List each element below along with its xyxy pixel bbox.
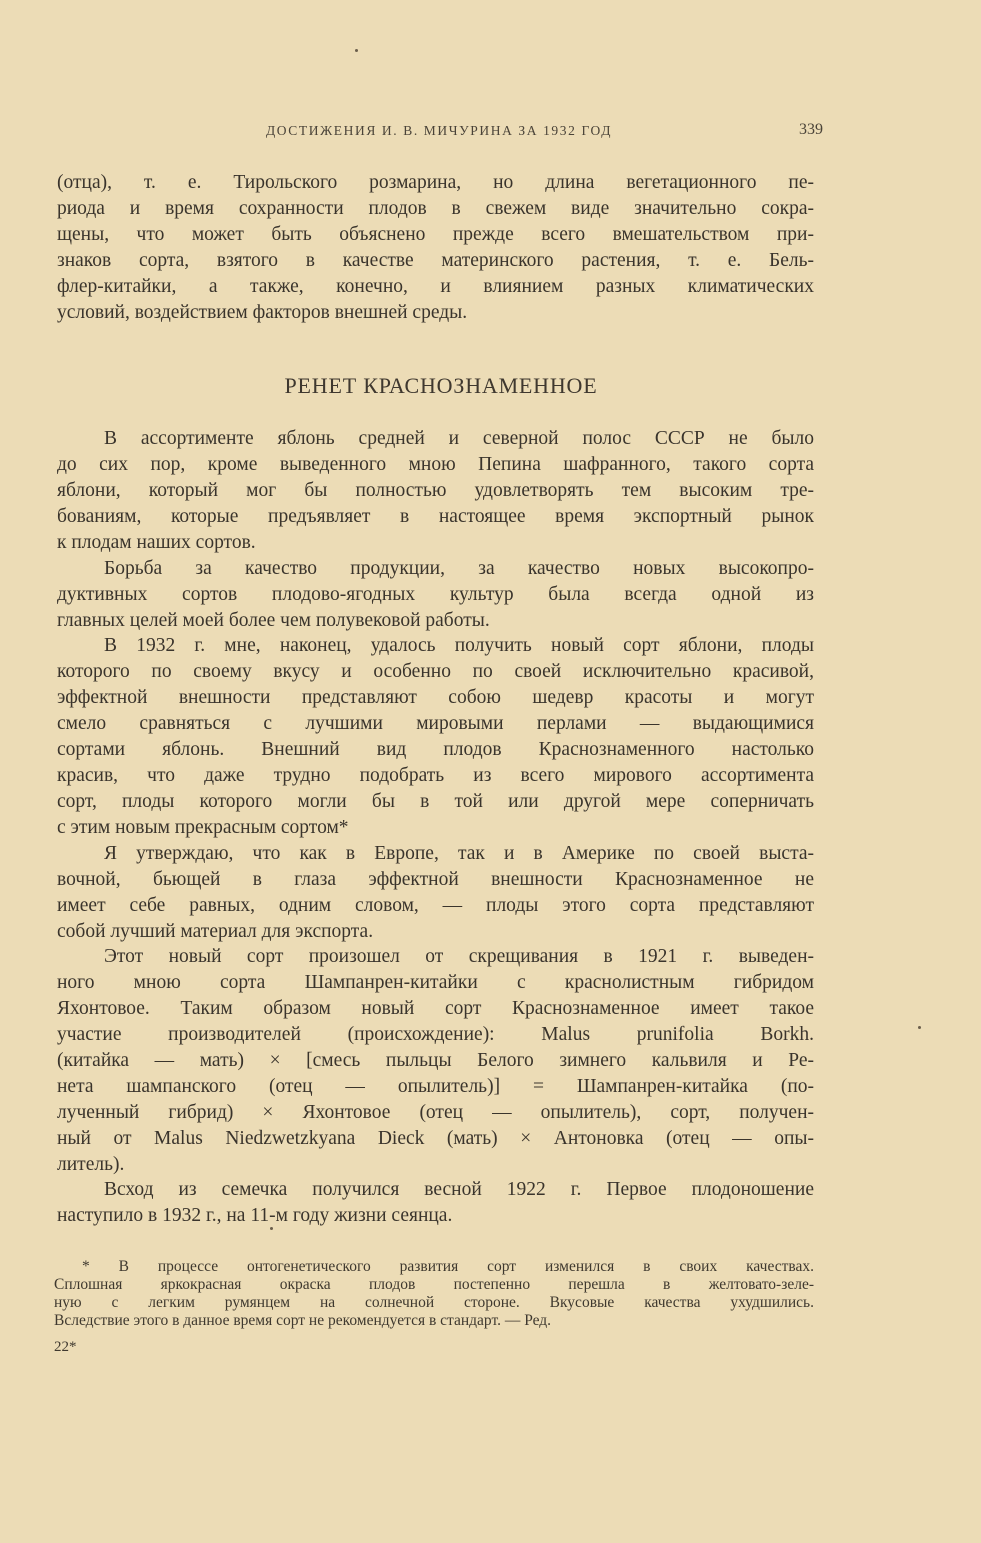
paragraph-line: лученный гибрид) × Яхонтовое (отец — опылитель), сорт, получен- <box>57 1102 814 1123</box>
print-speck <box>270 1227 273 1230</box>
intro-line: риода и время сохранности плодов в свежем виде значительно сокра- <box>57 198 814 219</box>
print-speck <box>918 1026 921 1029</box>
intro-line: условий, воздействием факторов внешней среды. <box>57 302 468 323</box>
paragraph-line: наступило в 1932 г., на 11-м году жизни сеянца. <box>57 1205 453 1226</box>
paragraph-line: В ассортименте яблонь средней и северной полос СССР не было <box>104 428 814 449</box>
paragraph-line: ного мною сорта Шампанрен-китайки с краснолистным гибридом <box>57 972 814 993</box>
paragraph-line: с этим новым прекрасным сортом* <box>57 817 349 838</box>
paragraph-line: В 1932 г. мне, наконец, удалось получить новый сорт яблони, плоды <box>104 635 814 656</box>
paragraph-line: смело сравняться с лучшими мировыми перлами — выдающимися <box>57 713 814 734</box>
paragraph-line: красив, что даже трудно подобрать из всего мирового ассортимента <box>57 765 814 786</box>
footnote-line: ную с легким румянцем на солнечной стороне. Вкусовые качества ухудшились. <box>54 1294 814 1311</box>
paragraph-line: Этот новый сорт произошел от скрещивания в 1921 г. выведен- <box>104 946 814 967</box>
page-number: 339 <box>799 121 823 138</box>
paragraph-line: вочной, бьющей в глаза эффектной внешности Краснознаменное не <box>57 869 814 890</box>
paragraph-line: Яхонтовое. Таким образом новый сорт Краснознаменное имеет такое <box>57 998 814 1019</box>
paragraph-line: Всход из семечка получился весной 1922 г. Первое плодоношение <box>104 1179 814 1200</box>
paragraph-line: бованиям, которые предъявляет в настоящее время экспортный рынок <box>57 506 814 527</box>
paragraph-line: сорт, плоды которого могли бы в той или другой мере соперничать <box>57 791 814 812</box>
intro-line: знаков сорта, взятого в качестве материнского растения, т. е. Бель- <box>57 250 814 271</box>
paragraph-line: нета шампанского (отец — опылитель)] = Шампанрен-китайка (по- <box>57 1076 814 1097</box>
paragraph-line: имеет себе равных, одним словом, — плоды этого сорта представляют <box>57 895 814 916</box>
signature-mark: 22* <box>54 1339 77 1355</box>
intro-line: щены, что может быть объяснено прежде всего вмешательством при- <box>57 224 814 245</box>
paragraph-line: Борьба за качество продукции, за качество новых высокопро- <box>104 558 814 579</box>
running-title: ДОСТИЖЕНИЯ И. В. МИЧУРИНА ЗА 1932 ГОД <box>265 123 613 138</box>
paragraph-line: к плодам наших сортов. <box>57 532 256 553</box>
footnote-line: * В процессе онтогенетического развития сорт изменился в своих качествах. <box>82 1258 814 1275</box>
paragraph-line: которого по своему вкусу и особенно по своей исключительно красивой, <box>57 661 814 682</box>
running-head <box>55 123 823 145</box>
paragraph-line: яблони, который мог бы полностью удовлетворять тем высоким тре- <box>57 480 814 501</box>
paragraph-line: главных целей моей более чем полувековой работы. <box>57 610 490 631</box>
paragraph-line: сортами яблонь. Внешний вид плодов Краснознаменного настолько <box>57 739 814 760</box>
print-speck <box>355 49 358 52</box>
paragraph-line: до сих пор, кроме выведенного мною Пепина шафранного, такого сорта <box>57 454 814 475</box>
intro-line: (отца), т. е. Тирольского розмарина, но длина вегетационного пе- <box>57 172 814 193</box>
paragraph-line: Я утверждаю, что как в Европе, так и в Америке по своей выста- <box>104 843 814 864</box>
paragraph-line: ный от Malus Niedzwetzkyana Dieck (мать) × Антоновка (отец — опы- <box>57 1128 814 1149</box>
paragraph-line: участие производителей (происхождение): Malus prunifolia Borkh. <box>57 1024 814 1045</box>
paragraph-line: собой лучший материал для экспорта. <box>57 921 374 942</box>
paragraph-line: дуктивных сортов плодово-ягодных культур была всегда одной из <box>57 584 814 605</box>
footnote-line: Вследствие этого в данное время сорт не рекомендуется в стандарт. — Ред. <box>54 1312 552 1329</box>
paragraph-line: (китайка — мать) × [смесь пыльцы Белого зимнего кальвиля и Ре- <box>57 1050 814 1071</box>
paragraph-line: литель). <box>57 1154 125 1175</box>
intro-line: флер-китайки, а также, конечно, и влиянием разных климатических <box>57 276 814 297</box>
section-title: РЕНЕТ КРАСНОЗНАМЕННОЕ <box>284 373 598 398</box>
paragraph-line: эффектной внешности представляют собою шедевр красоты и могут <box>57 687 814 708</box>
footnote-line: Сплошная яркокрасная окраска плодов постепенно перешла в желтовато-зеле- <box>54 1276 814 1293</box>
